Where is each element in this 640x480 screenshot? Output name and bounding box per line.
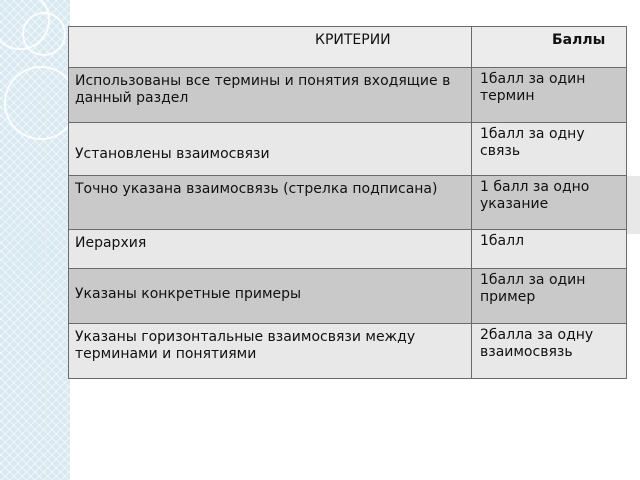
header-points: Баллы <box>552 32 606 48</box>
table-row <box>69 68 627 123</box>
criterion-cell <box>69 176 472 230</box>
header-points-cell <box>472 27 627 68</box>
decorative-side-panel <box>0 0 70 480</box>
points-text: 1балл за один пример <box>480 272 586 305</box>
table-row <box>69 269 627 324</box>
criterion-text: Точно указана взаимосвязь (стрелка подписана) <box>75 181 438 197</box>
points-text: 1балл за один термин <box>480 71 586 104</box>
points-text: 1 балл за одно указание <box>480 179 590 212</box>
points-cell <box>472 324 627 379</box>
criterion-cell <box>69 123 472 176</box>
header-criteria-cell <box>69 27 472 68</box>
points-cell <box>472 68 627 123</box>
table-row <box>69 176 627 230</box>
criterion-cell <box>69 230 472 269</box>
points-cell <box>472 230 627 269</box>
criteria-table <box>68 26 627 379</box>
points-cell <box>472 123 627 176</box>
points-cell <box>472 269 627 324</box>
points-text: 2балла за одну взаимосвязь <box>480 327 594 360</box>
criterion-text: Иерархия <box>75 235 147 251</box>
criterion-text: Указаны конкретные примеры <box>75 286 302 302</box>
points-text: 1балл за одну связь <box>480 126 585 159</box>
criterion-cell <box>69 269 472 324</box>
criterion-cell <box>69 68 472 123</box>
decorative-strip <box>626 176 640 234</box>
points-cell <box>472 176 627 230</box>
criterion-text: Установлены взаимосвязи <box>75 146 270 162</box>
criterion-text: Указаны горизонтальные взаимосвязи между терминами и понятиями <box>75 329 416 362</box>
table-header-row <box>69 27 627 68</box>
table-row <box>69 230 627 269</box>
criterion-text: Использованы все термины и понятия входящие в данный раздел <box>75 73 451 106</box>
decorative-circle <box>4 66 78 140</box>
criterion-cell <box>69 324 472 379</box>
header-criteria: КРИТЕРИИ <box>315 32 391 48</box>
table-row <box>69 324 627 379</box>
points-text: 1балл <box>480 233 525 249</box>
decorative-circle <box>22 12 66 56</box>
table-row <box>69 123 627 176</box>
